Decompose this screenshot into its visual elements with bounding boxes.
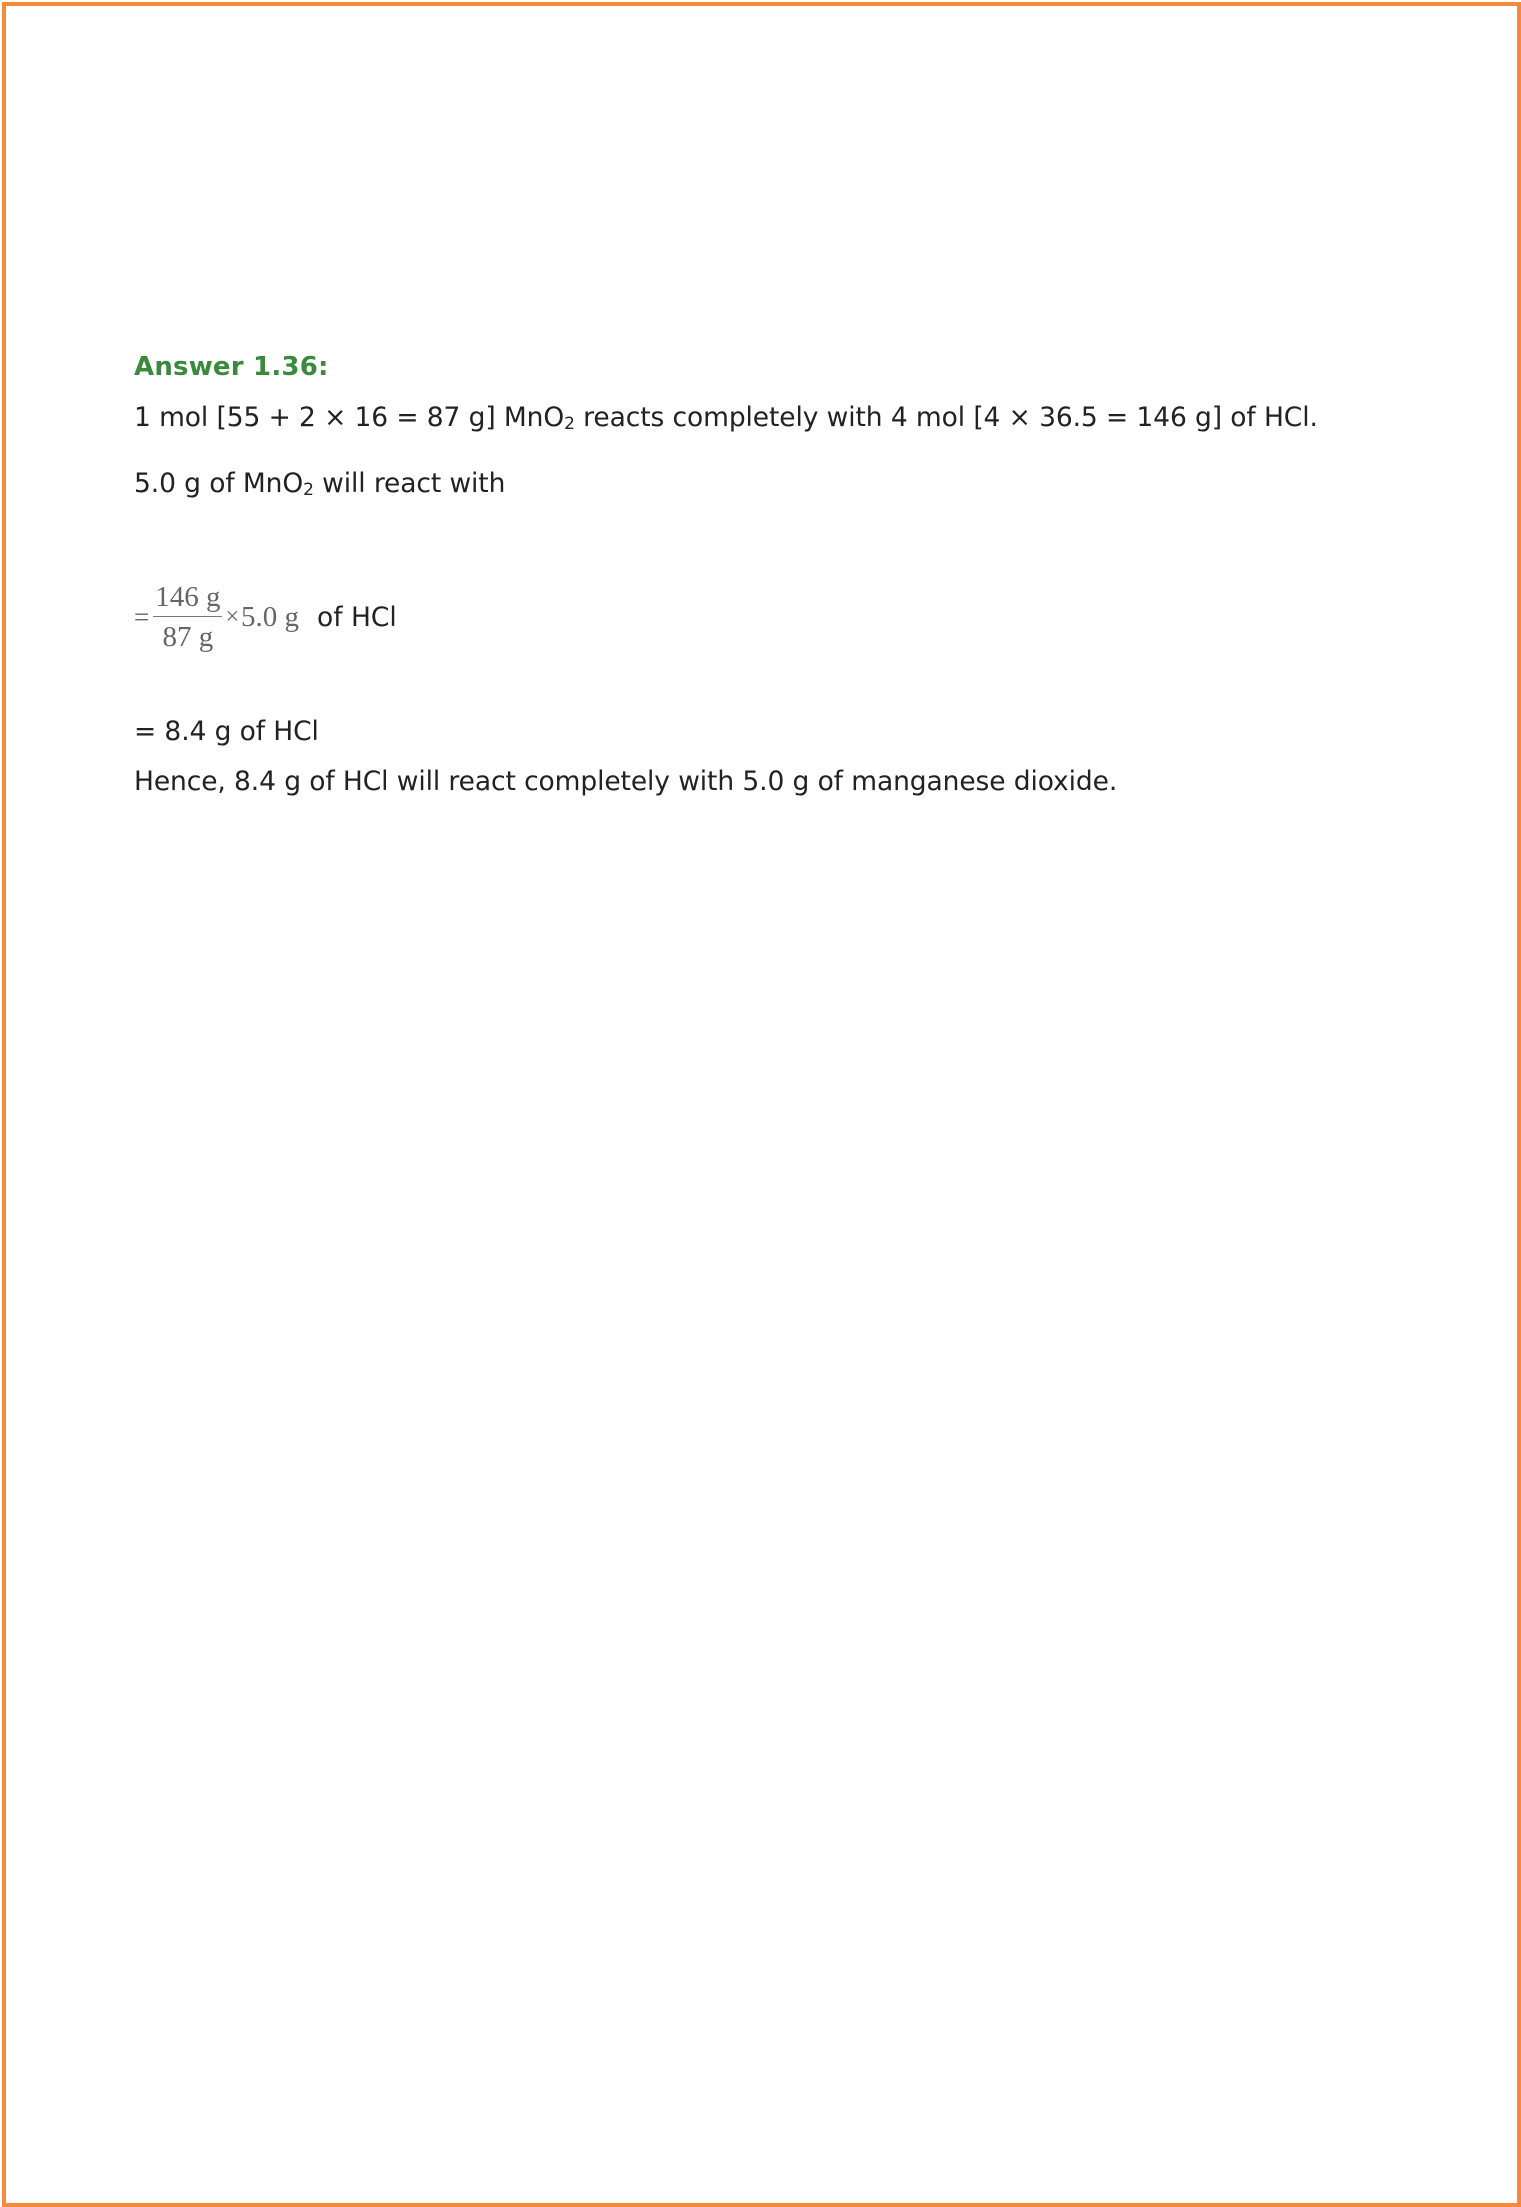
equation-suffix: of HCl — [317, 602, 397, 633]
conclusion-statement: Hence, 8.4 g of HCl will react completely with 5.0 g of manganese dioxide. — [134, 766, 1118, 797]
fraction-numerator: 146 g — [153, 580, 222, 617]
statement-text-before: 1 mol [55 + 2 × 16 = 87 g] MnO — [134, 402, 565, 433]
molar-mass-statement — [134, 402, 1318, 433]
fraction-expression-image — [134, 580, 299, 655]
page-frame — [2, 2, 1521, 2207]
reaction-statement — [134, 468, 505, 499]
answer-heading: Answer 1.36: — [134, 352, 329, 382]
statement-text-before: 5.0 g of MnO — [134, 468, 304, 499]
multiplier-value: 5.0 g — [241, 601, 300, 633]
subscript: 2 — [303, 480, 314, 500]
subscript: 2 — [564, 414, 575, 434]
fraction-denominator: 87 g — [162, 621, 214, 653]
statement-text-after: will react with — [313, 468, 506, 499]
statement-text-after: reacts completely with 4 mol [4 × 36.5 = 146 g] of HCl. — [574, 402, 1318, 433]
equals-sign: = — [134, 602, 150, 632]
calculation-result: = 8.4 g of HCl — [134, 716, 319, 747]
fraction — [153, 580, 222, 655]
calculation-equation — [134, 575, 397, 660]
multiply-sign: × — [225, 604, 240, 630]
